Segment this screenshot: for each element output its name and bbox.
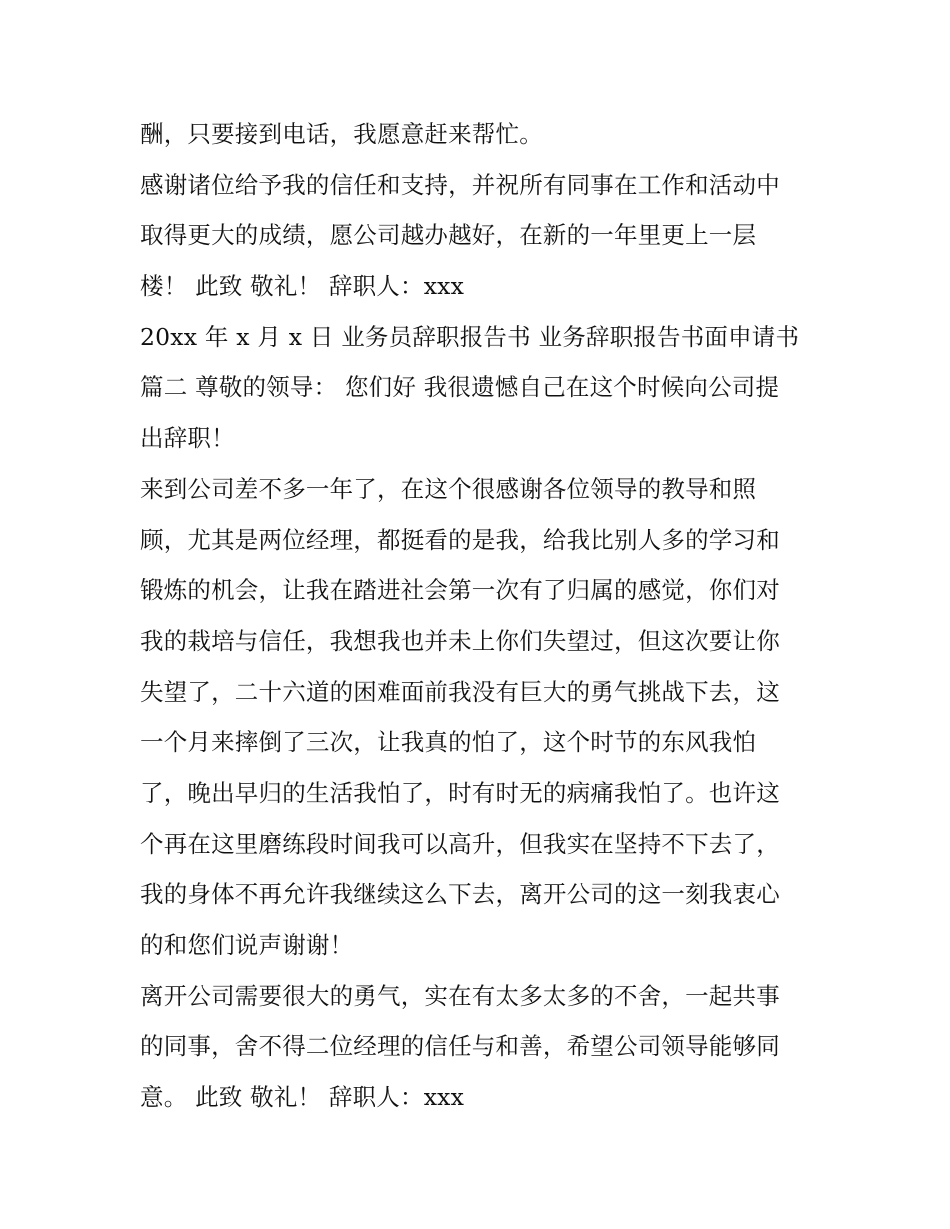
text-line: 我的身体不再允许我继续这么下去，离开公司的这一刻我衷心 <box>140 880 780 909</box>
text-line: 的同事，舍不得二位经理的信任与和善，希望公司领导能够同 <box>140 1032 780 1061</box>
text-line: 取得更大的成绩，愿公司越办越好，在新的一年里更上一层 <box>140 221 757 250</box>
text-line: 感谢诸位给予我的信任和支持，并祝所有同事在工作和活动中 <box>140 170 780 199</box>
text-line: 的和您们说声谢谢！ <box>140 931 354 959</box>
text-line: 离开公司需要很大的勇气，实在有太多太多的不舍，一起共事 <box>140 981 780 1010</box>
text-line: 个再在这里磨练段时间我可以高升，但我实在坚持不下去了， <box>140 829 780 858</box>
text-line: 出辞职！ <box>140 424 235 453</box>
text-line: 篇二 尊敬的领导： 您们好 我很遗憾自己在这个时候向公司提 <box>140 373 780 402</box>
text-line: 意。 此致 敬礼！ 辞职人：xxx <box>140 1083 465 1112</box>
text-line: 顾，尤其是两位经理，都挺看的是我，给我比别人多的学习和 <box>140 525 780 554</box>
text-line: 了，晚出早归的生活我怕了，时有时无的病痛我怕了。也许这 <box>140 778 780 807</box>
text-line: 20xx 年 x 月 x 日 业务员辞职报告书 业务辞职报告书面申请书 <box>140 322 800 351</box>
text-line: 锻炼的机会，让我在踏进社会第一次有了归属的感觉，你们对 <box>140 576 780 605</box>
text-line: 楼！ 此致 敬礼！ 辞职人：xxx <box>140 272 465 301</box>
text-line: 我的栽培与信任，我想我也并未上你们失望过，但这次要让你 <box>140 626 780 655</box>
document-body <box>140 109 820 1123</box>
text-line: 酬，只要接到电话，我愿意赶来帮忙。 <box>140 120 543 148</box>
text-line: 失望了，二十六道的困难面前我没有巨大的勇气挑战下去，这 <box>140 677 780 706</box>
text-line: 来到公司差不多一年了，在这个很感谢各位领导的教导和照 <box>140 474 757 503</box>
text-line: 一个月来摔倒了三次，让我真的怕了，这个时节的东风我怕 <box>140 728 757 757</box>
